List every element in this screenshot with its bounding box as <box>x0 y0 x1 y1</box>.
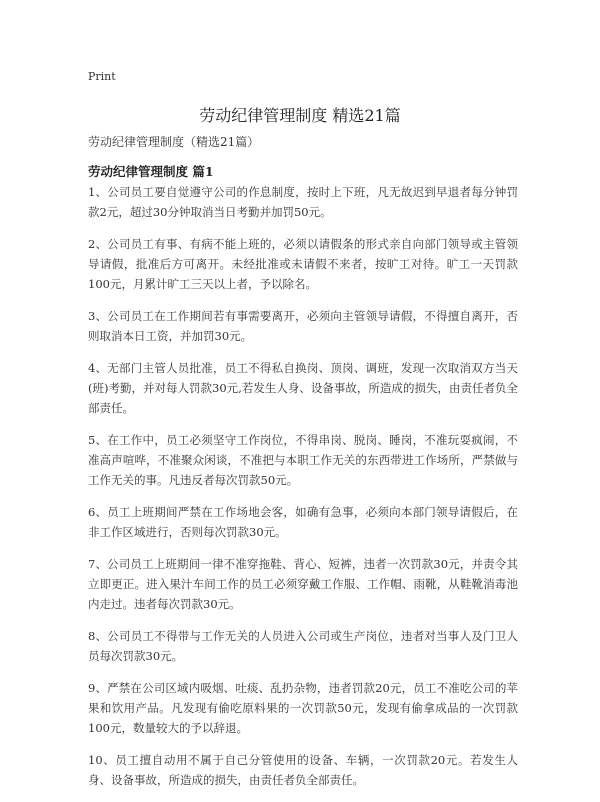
page-title: 劳动纪律管理制度 精选21篇 <box>199 106 401 125</box>
rule-item: 10、员工擅自动用不属于自己分管使用的设备、车辆，一次罚款20元。若发生人身、设备事故，所造成的损失，由责任者负全部责任。 <box>88 753 518 787</box>
rule-item: 7、公司员工上班期间一律不准穿拖鞋、背心、短裤，违者一次罚款30元，并责令其立即更正。进入果汁车间工作的员工必须穿戴工作服、工作帽、雨靴，从鞋靴消毒池内走过。违者每次罚款30元。 <box>88 557 518 611</box>
rule-item: 6、员工上班期间严禁在工作场地会客，如确有急事，必须向本部门领导请假后，在非工作区域进行，否则每次罚款30元。 <box>88 505 518 539</box>
rule-item: 9、严禁在公司区域内吸烟、吐痰、乱扔杂物，违者罚款20元，员工不准吃公司的苹果和饮用产品。凡发现有偷吃原料果的一次罚款50元，发现有偷拿成品的一次罚款100元，数量较大的予以辞退。 <box>88 681 518 735</box>
rule-item: 8、公司员工不得带与工作无关的人员进入公司或生产岗位，违者对当事人及门卫人员每次罚款30元。 <box>88 629 518 663</box>
rule-item: 4、无部门主管人员批准，员工不得私自换岗、顶岗、调班，发现一次取消双方当天(班)考勤，并对每人罚款30元,若发生人身、设备事故，所造成的损失，由责任者负全部责任。 <box>88 361 518 415</box>
print-link[interactable]: Print <box>88 70 116 83</box>
document-subtitle: 劳动纪律管理制度（精选21篇） <box>88 135 260 149</box>
rule-item: 3、公司员工在工作期间若有事需要离开，必须向主管领导请假，不得擅自离开，否则取消本日工资，并加罚30元。 <box>88 309 518 343</box>
rule-item: 2、公司员工有事、有病不能上班的，必须以请假条的形式亲自向部门领导或主管领导请假，批准后方可离开。未经批准或未请假不来者，按旷工对待。旷工一天罚款100元，月累计旷工三天以上者，予以除名。 <box>88 237 518 291</box>
section-heading: 劳动纪律管理制度 篇1 <box>88 164 214 179</box>
rules-list <box>88 182 518 802</box>
rule-item: 5、在工作中，员工必须坚守工作岗位，不得串岗、脱岗、睡岗，不准玩耍疯闹，不准高声喧哗，不准聚众闲谈，不准把与本职工作无关的东西带进工作场所，严禁做与工作无关的事。凡违反者每次罚款50元。 <box>88 433 518 487</box>
rule-item: 1、公司员工要自觉遵守公司的作息制度，按时上下班，凡无故迟到早退者每分钟罚款2元，超过30分钟取消当日考勤并加罚50元。 <box>88 185 518 219</box>
